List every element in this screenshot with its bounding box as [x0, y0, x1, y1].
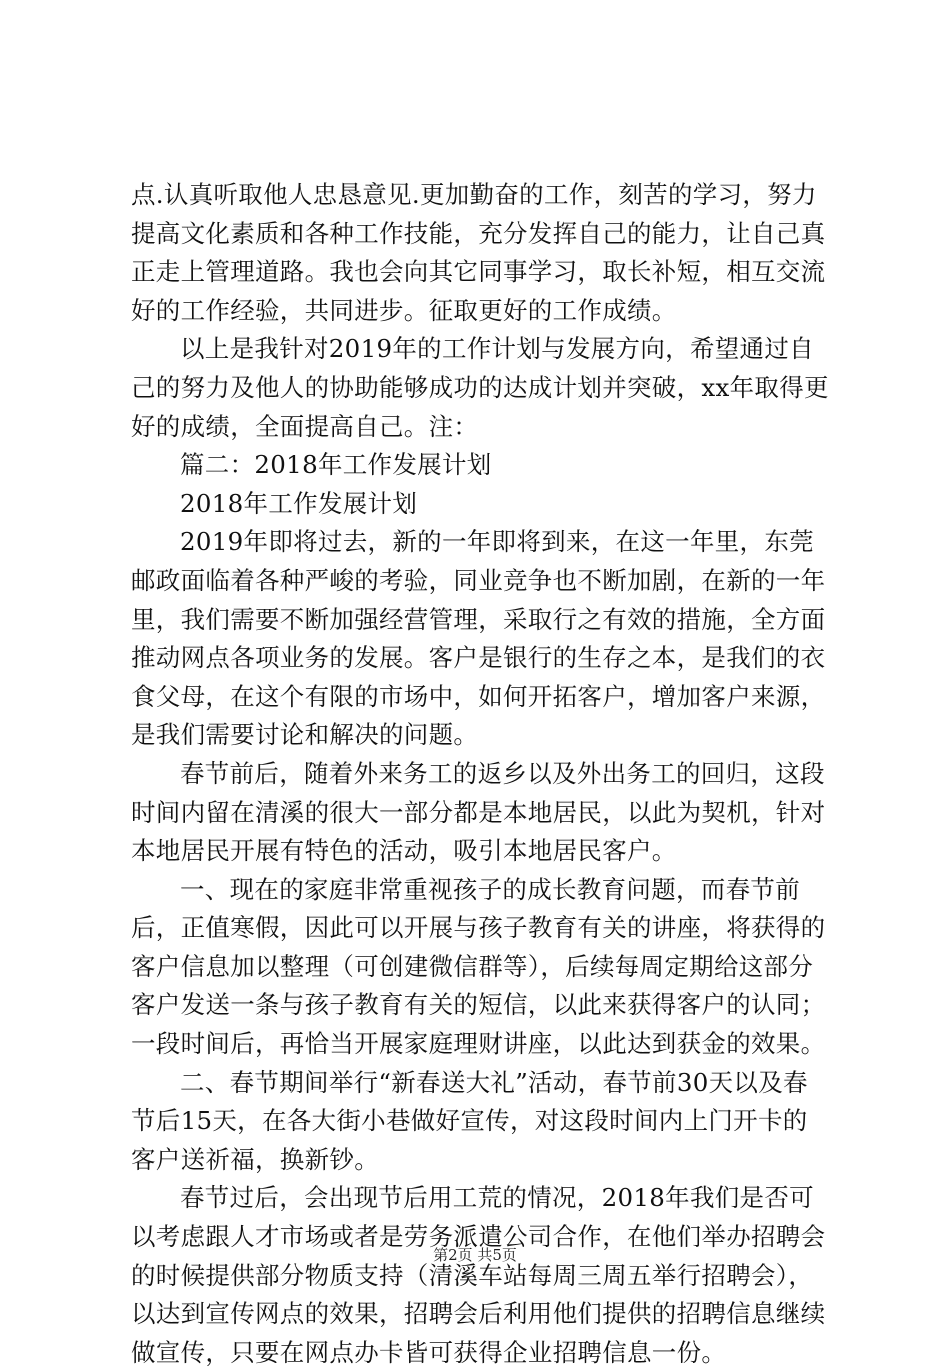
- page-number-footer: 第2页 共5页: [433, 1246, 517, 1264]
- paragraph-continuation: 点.认真听取他人忠恳意见.更加勤奋的工作，刻苦的学习，努力提高文化素质和各种工作技能，充分发挥自己的能力，让自己真正走上管理道路。我也会向其它同事学习，取长补短，相互交流好的工作经验，共同进步。征取更好的工作成绩。: [131, 180, 826, 325]
- paragraph-item-two: 二、春节期间举行“新春送大礼”活动，春节前30天以及春节后15天，在各大街小巷做好宣传，对这段时间内上门开卡的客户送祈福，换新钞。: [131, 1067, 808, 1174]
- paragraph-spring-festival: 春节前后，随着外来务工的返乡以及外出务工的回归，这段时间内留在清溪的很大一部分都是本地居民，以此为契机，针对本地居民开展有特色的活动，吸引本地居民客户。: [131, 758, 826, 866]
- paragraph-summary: 以上是我针对2019年的工作计划与发展方向，希望通过自己的努力及他人的协助能够成功的达成计划并突破，xx年取得更好的成绩，全面提高自己。注：: [131, 334, 829, 441]
- section-title: 2018年工作发展计划: [180, 488, 418, 518]
- paragraph-after-festival: 春节过后，会出现节后用工荒的情况，2018年我们是否可以考虑跟人才市场或者是劳务派遣公司合作，在他们举办招聘会的时候提供部分物质支持（清溪车站每周三周五举行招聘会），以达到宣传网点的效果，招聘会后利用他们提供的招聘信息继续做宣传，只要在网点办卡皆可获得企业招聘信息一份。: [131, 1183, 826, 1367]
- section-heading-part-two: 篇二：2018年工作发展计划: [180, 450, 492, 480]
- document-body: [131, 176, 831, 1372]
- paragraph-intro: 2019年即将过去，新的一年即将到来，在这一年里，东莞邮政面临着各种严峻的考验，同业竞争也不断加剧，在新的一年里，我们需要不断加强经营管理，采取行之有效的措施，全方面推动网点各项业务的发展。客户是银行的生存之本，是我们的衣食父母，在这个有限的市场中，如何开拓客户，增加客户来源，是我们需要讨论和解决的问题。: [131, 527, 826, 750]
- paragraph-item-one: 一、现在的家庭非常重视孩子的成长教育问题，而春节前后，正值寒假，因此可以开展与孩子教育有关的讲座，将获得的客户信息加以整理（可创建微信群等），后续每周定期给这部分客户发送一条与孩子教育有关的短信，以此来获得客户的认同；一段时间后，再恰当开展家庭理财讲座，以此达到获金的效果。: [131, 874, 826, 1059]
